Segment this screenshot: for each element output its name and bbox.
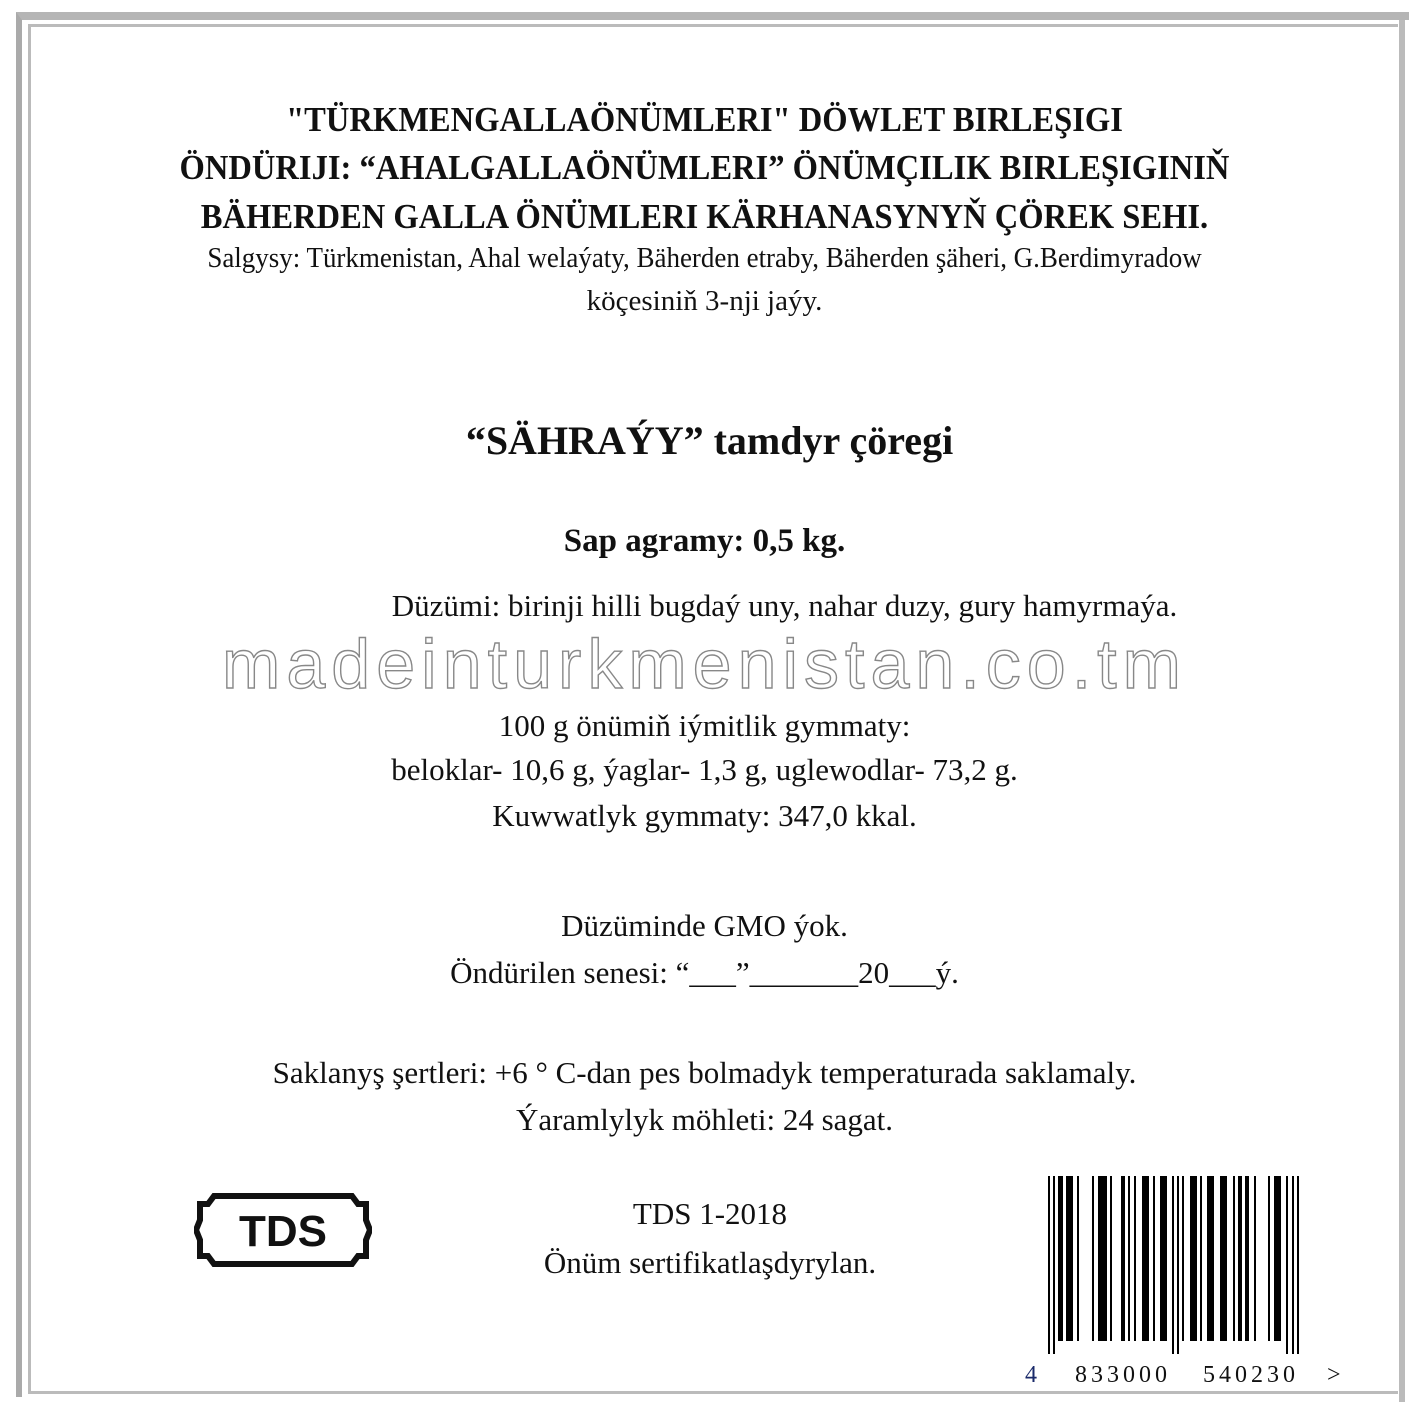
barcode-bar: [1172, 1176, 1174, 1354]
barcode-bar: [1053, 1176, 1055, 1354]
product-title: “SÄHRAÝY” tamdyr çöregi: [465, 418, 954, 463]
barcode-bar: [1128, 1176, 1130, 1341]
barcode-bar: [1098, 1176, 1107, 1341]
barcode-group-1: 833000: [1075, 1362, 1171, 1388]
barcode-group-2: 540230: [1203, 1362, 1299, 1388]
barcode-bar: [1110, 1176, 1112, 1341]
barcode-bar: [1058, 1176, 1063, 1341]
barcode-bar: [1220, 1176, 1227, 1341]
barcode-bar: [1207, 1176, 1214, 1341]
barcode-bar: [1292, 1176, 1294, 1354]
barcode-bar: [1177, 1176, 1179, 1354]
storage-conditions: Saklanyş şertleri: +6 ° C-dan pes bolmadyk temperaturada saklamaly.: [272, 1055, 1137, 1090]
barcode-bar: [1190, 1176, 1197, 1341]
address-line-1: Salgysy: Türkmenistan, Ahal welaýaty, Bäherden etraby, Bäherden şäheri, G.Berdimyradow: [207, 242, 1202, 274]
gmo-statement: Düzüminde GMO ýok.: [561, 908, 848, 943]
barcode-end-mark: >: [1327, 1362, 1345, 1388]
barcode-bar: [1200, 1176, 1202, 1341]
barcode-bar: [1142, 1176, 1149, 1341]
producer-line-1: "TÜRKMENGALLAÖNÜMLERI" DÖWLET BIRLEŞIGI: [286, 100, 1123, 139]
barcode-bar: [1182, 1176, 1184, 1341]
energy-value: Kuwwatlyk gymmaty: 347,0 kkal.: [492, 798, 917, 833]
barcode-bar: [1274, 1176, 1281, 1341]
barcode-bar: [1286, 1176, 1288, 1354]
barcode-bar: [1160, 1176, 1167, 1341]
net-weight: Sap agramy: 0,5 kg.: [563, 523, 846, 559]
producer-line-3: BÄHERDEN GALLA ÖNÜMLERI KÄRHANASYNYŇ ÇÖREK SEHI.: [200, 197, 1209, 236]
barcode-bar: [1245, 1176, 1249, 1341]
barcode-bar: [1121, 1176, 1125, 1341]
barcode-bar: [1254, 1176, 1256, 1341]
shelf-life: Ýaramlylyk möhleti: 24 sagat.: [515, 1102, 894, 1137]
barcode-bar: [1048, 1176, 1050, 1354]
nutrition-heading: 100 g önümiň iýmitlik gymmaty:: [498, 708, 911, 743]
ingredients: Düzümi: birinji hilli bugdaý uny, nahar duzy, gury hamyrmaýa.: [391, 588, 1178, 623]
barcode-bar: [1077, 1176, 1079, 1341]
standard-code: TDS 1-2018: [632, 1196, 788, 1231]
barcode-bar: [1238, 1176, 1242, 1341]
barcode-bar: [1233, 1176, 1235, 1341]
barcode-digits: [1025, 1362, 1345, 1388]
barcode-first-digit: 4: [1025, 1362, 1041, 1388]
barcode: [1040, 1170, 1310, 1355]
barcode-bar: [1297, 1176, 1299, 1354]
barcode-bar: [1066, 1176, 1073, 1341]
address-line-2: köçesiniň 3-nji jaýy.: [586, 285, 823, 317]
barcode-bar: [1268, 1176, 1270, 1341]
tds-logo: [194, 1190, 372, 1270]
production-date: Öndürilen senesi: “___”_______20___ý.: [450, 955, 959, 990]
nutrition-values: beloklar- 10,6 g, ýaglar- 1,3 g, uglewodlar- 73,2 g.: [391, 752, 1018, 787]
barcode-bar: [1092, 1176, 1094, 1341]
producer-line-2: ÖNDÜRIJI: “AHALGALLAÖNÜMLERI” ÖNÜMÇILIK BIRLEŞIGINIŇ: [179, 148, 1230, 187]
barcode-bar: [1134, 1176, 1136, 1341]
watermark: madeinturkmenistan.co.tm: [222, 625, 1187, 703]
svg-text:TDS: TDS: [239, 1207, 327, 1256]
barcode-bar: [1153, 1176, 1155, 1341]
certification-note: Önüm sertifikatlaşdyrylan.: [543, 1245, 877, 1280]
